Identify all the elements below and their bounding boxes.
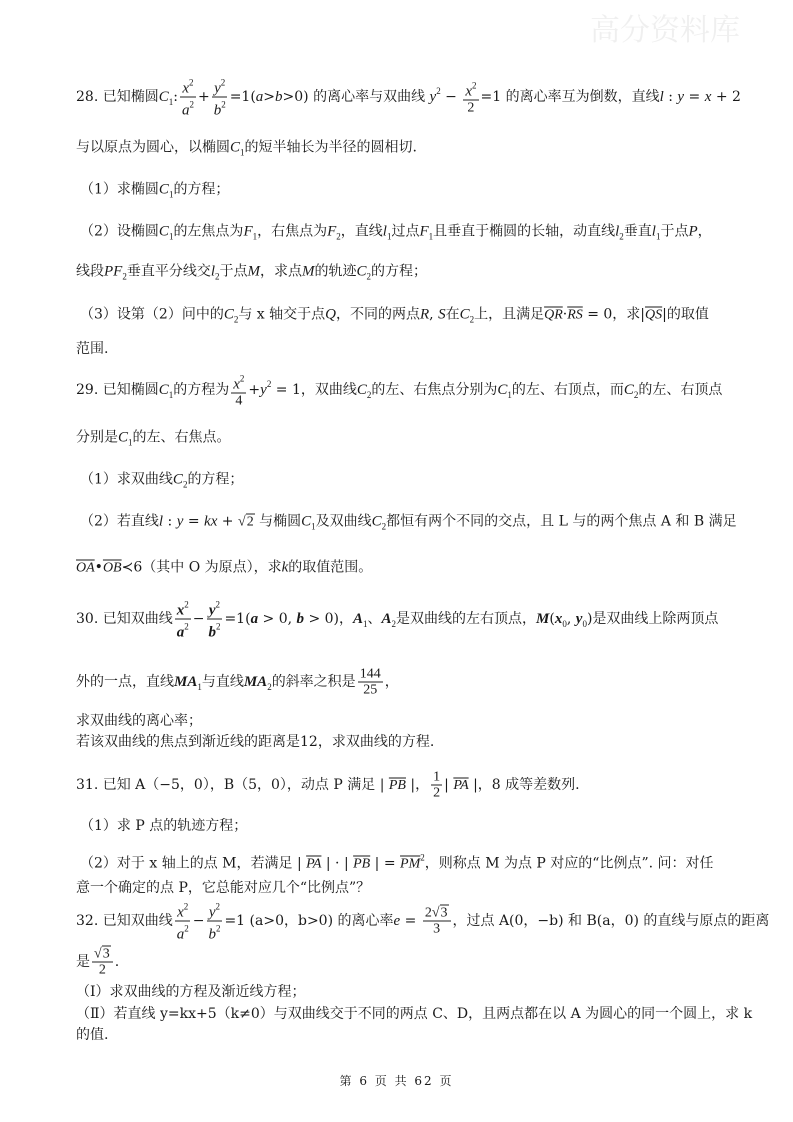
text-run: 的方程； xyxy=(187,471,244,488)
text-run: 2 xyxy=(98,962,106,978)
math-var: b xyxy=(213,102,222,119)
text-run: ≺6（其中 O 为原点），求 xyxy=(121,559,282,576)
math-var: l xyxy=(651,223,656,240)
superscript: 2 xyxy=(472,80,477,91)
superscript: 2 xyxy=(215,901,221,912)
text-run: = xyxy=(684,89,705,105)
text-run: =1( xyxy=(224,611,251,627)
text-run: ， xyxy=(697,223,712,240)
text-run: > 0, xyxy=(258,611,297,627)
math-var: C xyxy=(172,471,183,488)
math-var: y xyxy=(208,904,216,921)
text-line xyxy=(76,1004,752,1024)
superscript: 2 xyxy=(221,99,226,110)
text-run: )是双曲线上除两顶点 xyxy=(586,611,719,627)
subscript: 2 xyxy=(336,231,341,242)
text-run: 2 xyxy=(433,785,441,801)
text-run: : xyxy=(173,89,178,105)
text-run: ，右焦点为 xyxy=(257,223,328,240)
fraction xyxy=(206,900,222,943)
superscript: 2 xyxy=(215,599,221,610)
watermark: 高分资料库 xyxy=(590,13,740,48)
math-var: M xyxy=(302,263,315,280)
math-var: e xyxy=(393,913,401,929)
math-var-bold: x xyxy=(554,611,563,627)
subscript: 1 xyxy=(386,231,392,242)
page-footer: 第 6 页 共 62 页 xyxy=(339,1074,454,1088)
math-var: b xyxy=(275,89,283,105)
text-run: ( xyxy=(549,611,555,627)
text-run: − xyxy=(192,611,205,627)
fraction xyxy=(206,598,222,641)
math-var: C xyxy=(158,181,169,198)
fraction-denominator xyxy=(233,394,244,409)
text-run: | xyxy=(444,777,454,793)
text-run: 及双曲线 xyxy=(315,513,372,530)
text-run: 30. 已知双曲线 xyxy=(76,611,173,627)
subscript: 1 xyxy=(168,231,174,242)
text-line xyxy=(76,947,119,978)
text-run: 线段 xyxy=(76,263,104,280)
math-var: x xyxy=(233,376,240,393)
text-line xyxy=(76,1025,108,1045)
subscript: 1 xyxy=(507,390,512,400)
math-var-bold: y xyxy=(575,611,583,627)
text-run: > 0)， xyxy=(304,611,354,627)
radicand: 3 xyxy=(102,946,110,962)
text-run: ，不同的两点 xyxy=(335,306,420,323)
superscript: 2 xyxy=(215,621,221,632)
subscript: 2 xyxy=(215,271,220,282)
fraction-numerator xyxy=(423,906,451,922)
text-run: 是 xyxy=(76,954,90,970)
math-var-bold: y xyxy=(208,602,216,619)
text-run: 的短半轴长为半径的圆相切. xyxy=(244,139,417,156)
text-run: 、 xyxy=(367,611,382,627)
text-run: ，求点 xyxy=(260,263,302,280)
fraction-numerator xyxy=(175,900,190,922)
vector: $\overline{QR}$ xyxy=(544,307,563,323)
text-run: 的值. xyxy=(76,1027,109,1043)
vector: $\overline{PA}$ xyxy=(306,856,322,872)
radical-sign-icon: √ xyxy=(94,946,102,962)
text-run: 是双曲线的左右顶点， xyxy=(396,611,537,627)
subscript: 2 xyxy=(619,231,624,242)
text-run: 4 xyxy=(235,393,243,409)
text-run: 144 xyxy=(359,666,381,682)
fraction xyxy=(212,76,228,119)
math-var: C xyxy=(158,223,169,240)
math-var: x xyxy=(177,904,184,921)
text-run: |，8 成等差数列. xyxy=(468,777,580,793)
text-line xyxy=(80,512,737,537)
text-run: ，则称点 M 为点 P 对应的“比例点”. 问：对任 xyxy=(424,855,714,872)
text-run: 28. 已知椭圆 xyxy=(76,89,159,105)
text-run: ，直线 xyxy=(340,223,383,240)
math-var: F xyxy=(243,223,253,240)
fraction xyxy=(180,76,196,119)
fraction-numerator xyxy=(463,79,478,101)
text-run: =1( xyxy=(229,89,256,105)
math-var: y xyxy=(176,513,184,530)
subscript: 1 xyxy=(168,97,174,107)
text-run: ， xyxy=(384,674,399,690)
text-run: 的轨迹 xyxy=(314,263,357,280)
text-run: 上，且满足 xyxy=(474,306,545,323)
fraction-numerator xyxy=(358,667,383,683)
subscript: 0 xyxy=(562,619,567,629)
text-run: + xyxy=(248,382,261,398)
text-run: 都恒有两个不同的交点，且 L 与的两个焦点 A 和 B 满足 xyxy=(386,513,737,530)
text-run: （2）对于 x 轴上的点 M，若满足 | xyxy=(80,855,307,872)
math-var-bold: M xyxy=(536,611,550,627)
text-run: 的方程； xyxy=(173,181,230,198)
superscript: 2 xyxy=(215,923,221,934)
fraction-denominator xyxy=(97,963,108,978)
text-line xyxy=(76,770,580,801)
superscript: 2 xyxy=(189,77,194,88)
math-var: C xyxy=(158,382,169,398)
text-run: （1）求 P 点的轨迹方程； xyxy=(80,818,248,834)
math-var: l xyxy=(158,513,164,530)
text-run: · xyxy=(562,306,568,323)
text-line xyxy=(76,76,741,119)
fraction xyxy=(175,598,191,641)
math-var: F xyxy=(327,223,337,240)
subscript: 2 xyxy=(182,479,188,490)
text-run: 与以原点为圆心，以椭圆 xyxy=(76,139,230,156)
text-run: = 0，求| xyxy=(582,306,646,323)
math-var-bold: MA xyxy=(174,674,198,690)
math-var: C xyxy=(301,513,312,530)
subscript: 2 xyxy=(122,271,127,282)
text-run: 过点 xyxy=(391,223,420,240)
math-var: x xyxy=(465,83,473,100)
math-var: P xyxy=(688,223,698,240)
text-line xyxy=(76,262,427,287)
text-run: 求双曲线的离心率； xyxy=(76,713,202,729)
superscript: 2 xyxy=(436,86,441,96)
vector: $\overline{PA}$ xyxy=(453,778,469,793)
subscript: 2 xyxy=(381,521,387,532)
text-run: 31. 已知 A（−5，0），B（5，0），动点 P 满足 | xyxy=(76,777,389,793)
text-run: 的左、右焦点。 xyxy=(132,429,231,446)
text-run: − xyxy=(192,913,205,929)
math-var: a xyxy=(176,926,185,943)
fraction-denominator xyxy=(206,620,222,641)
vector: $\overline{RS}$ xyxy=(567,307,583,323)
text-run: 范围. xyxy=(76,341,109,357)
text-run: 的左、右顶点 xyxy=(638,382,723,398)
text-run: |， xyxy=(405,777,430,793)
text-run: （1）求椭圆 xyxy=(80,181,159,198)
math-var: F xyxy=(419,223,429,240)
vector: $\overline{OA}$ xyxy=(76,560,95,576)
math-var-bold: a xyxy=(250,611,259,627)
subscript: 2 xyxy=(366,271,372,282)
superscript: 2 xyxy=(184,621,189,632)
subscript: 1 xyxy=(363,619,368,629)
math-var: C xyxy=(118,429,129,446)
math-var: k xyxy=(281,559,289,576)
subscript: 1 xyxy=(168,390,174,400)
math-var: Q xyxy=(325,306,336,323)
subscript: 2 xyxy=(366,390,372,400)
fraction-denominator xyxy=(361,683,379,698)
math-var: C xyxy=(623,382,634,398)
math-var: C xyxy=(223,306,234,323)
text-line xyxy=(76,558,372,579)
text-line xyxy=(80,470,243,495)
text-run: . xyxy=(114,954,120,970)
math-var: b xyxy=(208,926,216,943)
text-run: 的斜率之积是 xyxy=(271,674,356,690)
text-run: 分别是 xyxy=(76,429,118,446)
text-run: 垂直平分线交 xyxy=(126,263,211,280)
math-var-bold: MA xyxy=(243,674,268,690)
fraction-denominator xyxy=(431,786,442,801)
fraction-denominator xyxy=(175,922,191,943)
subscript: 1 xyxy=(252,231,258,242)
vector: $\overline{PB}$ xyxy=(353,856,371,872)
math-var: C xyxy=(459,306,470,323)
text-line xyxy=(80,222,712,247)
text-run: 在 xyxy=(445,306,460,323)
math-var: PF xyxy=(104,263,123,280)
text-line xyxy=(80,816,247,836)
fraction-numerator xyxy=(92,947,113,963)
vector: $\overline{OB}$ xyxy=(102,560,122,576)
text-run: > xyxy=(263,89,276,105)
math-var-bold: a xyxy=(176,624,185,641)
text-run: 于点 xyxy=(219,263,248,280)
text-run: • xyxy=(94,559,103,576)
math-var: y xyxy=(677,89,685,105)
text-run: 与椭圆 xyxy=(254,513,302,530)
text-run: 的方程为 xyxy=(173,382,230,398)
text-run: （2）设椭圆 xyxy=(80,223,159,240)
text-line xyxy=(76,667,399,698)
text-run: 2 xyxy=(424,905,432,921)
radical-sign-icon: √ xyxy=(238,514,246,530)
fraction-denominator xyxy=(175,620,191,641)
vector: $\overline{PB}$ xyxy=(388,778,406,793)
sqrt xyxy=(432,905,449,921)
math-var-bold: b xyxy=(296,611,305,627)
subscript: 2 xyxy=(469,314,475,325)
subscript: 1 xyxy=(168,189,174,200)
subscript: 2 xyxy=(633,390,639,400)
text-run: |的取值 xyxy=(662,306,709,323)
math-var: C xyxy=(356,263,367,280)
math-var: x xyxy=(182,80,190,97)
fraction-numerator xyxy=(207,598,222,620)
math-var: S xyxy=(438,306,446,323)
text-line xyxy=(76,711,202,731)
text-run: − xyxy=(440,89,462,105)
text-run: 29. 已知椭圆 xyxy=(76,382,159,398)
vector: $\overline{PM}$ xyxy=(400,856,421,872)
text-run: 若该双曲线的焦点到渐近线的距离是12，求双曲线的方程. xyxy=(76,734,435,750)
text-run: 且垂直于椭圆的长轴，动直线 xyxy=(433,223,616,240)
superscript: 2 xyxy=(220,77,226,88)
text-run: =1 (a>0，b>0) 的离心率 xyxy=(224,913,394,929)
text-run: , xyxy=(429,306,439,323)
math-var: R xyxy=(419,306,430,323)
text-line xyxy=(80,305,709,330)
subscript: 1 xyxy=(311,521,316,532)
text-run: 于点 xyxy=(660,223,689,240)
text-run: | = xyxy=(370,855,401,872)
text-run: =1 的离心率互为倒数，直线 xyxy=(480,89,660,105)
fraction-denominator xyxy=(465,101,476,116)
fraction xyxy=(431,770,442,801)
text-run: 外的一点，直线 xyxy=(76,674,174,690)
math-var: l xyxy=(210,263,215,280)
text-line xyxy=(76,900,769,943)
text-run: （3）设第（2）问中的 xyxy=(80,306,224,323)
text-run: 25 xyxy=(363,682,378,698)
text-line xyxy=(76,982,306,1002)
radicand: 2 xyxy=(246,514,254,530)
text-run: 与直线 xyxy=(201,674,244,690)
superscript: 2 xyxy=(184,599,189,610)
subscript: 2 xyxy=(233,314,239,325)
math-var: C xyxy=(371,513,382,530)
text-run: 垂直 xyxy=(623,223,652,240)
text-line xyxy=(76,598,718,641)
math-var: l xyxy=(382,223,387,240)
text-run: （Ⅱ）若直线 y=kx+5（k≠0）与双曲线交于不同的两点 C、D，且两点都在以 A 为圆心的同一个圆上，求 k xyxy=(76,1006,753,1022)
text-run: | · | xyxy=(321,855,354,872)
fraction-denominator xyxy=(431,922,442,937)
math-var: y xyxy=(429,89,437,105)
math-var: C xyxy=(230,139,241,156)
text-run: 的方程； xyxy=(371,263,428,280)
subscript: 1 xyxy=(655,231,661,242)
math-var: C xyxy=(497,382,508,398)
subscript: 1 xyxy=(128,437,133,448)
text-run: >0) 的离心率与双曲线 xyxy=(282,89,430,105)
text-run: 的左、右顶点，而 xyxy=(511,382,624,398)
fraction xyxy=(175,900,191,943)
text-run: : xyxy=(663,89,678,105)
fraction xyxy=(92,947,113,978)
text-run: : xyxy=(163,513,177,530)
fraction-denominator xyxy=(180,98,196,119)
math-var-bold: b xyxy=(208,624,216,641)
text-run: + 2 xyxy=(711,89,741,105)
math-var: C xyxy=(356,382,367,398)
fraction xyxy=(463,79,478,116)
fraction-denominator xyxy=(212,98,228,119)
text-run: 3 xyxy=(433,921,441,937)
math-var-bold: A xyxy=(381,611,392,627)
math-var: y xyxy=(214,80,221,97)
fraction-numerator xyxy=(431,770,442,786)
math-var: l xyxy=(615,223,620,240)
text-line xyxy=(76,372,722,409)
text-run: 的左焦点为 xyxy=(173,223,244,240)
math-var-bold: x xyxy=(176,602,185,619)
math-var: a xyxy=(255,89,264,105)
math-var: M xyxy=(247,263,260,280)
fraction-numerator xyxy=(180,76,195,98)
text-run: 意一个确定的点 P，它总能对应几个“比例点”？ xyxy=(76,880,371,896)
text-line xyxy=(76,138,417,163)
subscript: 2 xyxy=(267,682,272,692)
text-run: = xyxy=(183,513,205,530)
text-run: （1）求双曲线 xyxy=(80,471,173,488)
subscript: 1 xyxy=(240,147,245,158)
text-run: 2 xyxy=(467,100,475,116)
superscript: 2 xyxy=(420,852,425,863)
text-run: 的取值范围。 xyxy=(288,559,373,576)
fraction-numerator xyxy=(231,372,246,394)
math-var: C xyxy=(158,89,169,105)
text-line xyxy=(76,878,370,898)
text-line xyxy=(76,732,434,752)
sqrt xyxy=(238,514,255,530)
text-run: + xyxy=(197,89,210,105)
radical-sign-icon: √ xyxy=(431,905,440,921)
text-run: 1 xyxy=(433,769,441,785)
text-run: 32. 已知双曲线 xyxy=(76,913,173,929)
fraction-numerator xyxy=(207,900,222,922)
math-var: a xyxy=(181,102,190,119)
subscript: 1 xyxy=(197,682,202,692)
sqrt xyxy=(94,946,111,962)
text-run: = xyxy=(400,913,421,929)
fraction-numerator xyxy=(212,76,227,98)
text-line xyxy=(76,428,231,453)
math-var: kx xyxy=(204,513,218,530)
text-run: , xyxy=(566,611,576,627)
superscript: 2 xyxy=(266,379,272,389)
math-var: x xyxy=(704,89,712,105)
superscript: 2 xyxy=(189,99,194,110)
superscript: 2 xyxy=(183,901,189,912)
text-run: （2）若直线 xyxy=(80,513,159,530)
superscript: 2 xyxy=(239,373,245,384)
text-run: 与 x 轴交于点 xyxy=(238,306,326,323)
subscript: 0 xyxy=(582,619,587,629)
vector: $\overline{QS}$ xyxy=(645,307,663,323)
text-run: + xyxy=(217,513,238,530)
text-run: （Ⅰ）求双曲线的方程及渐近线方程； xyxy=(76,984,306,1000)
text-run: = 1，双曲线 xyxy=(271,382,357,398)
fraction xyxy=(231,372,246,409)
text-line xyxy=(80,180,229,205)
text-line xyxy=(76,339,108,359)
subscript: 1 xyxy=(428,231,434,242)
math-var: y xyxy=(260,382,267,398)
fraction xyxy=(423,906,451,937)
superscript: 2 xyxy=(184,923,189,934)
fraction xyxy=(358,667,383,698)
text-line xyxy=(80,848,714,875)
radicand: 3 xyxy=(440,905,448,921)
math-var-bold: A xyxy=(353,611,364,627)
text-run: ，过点 A(0，−b) 和 B(a，0) 的直线与原点的距离 xyxy=(452,913,770,929)
fraction-numerator xyxy=(175,598,191,620)
text-run: 的左、右焦点分别为 xyxy=(371,382,498,398)
subscript: 2 xyxy=(391,619,397,629)
math-var: l xyxy=(659,89,664,105)
fraction-denominator xyxy=(206,922,222,943)
